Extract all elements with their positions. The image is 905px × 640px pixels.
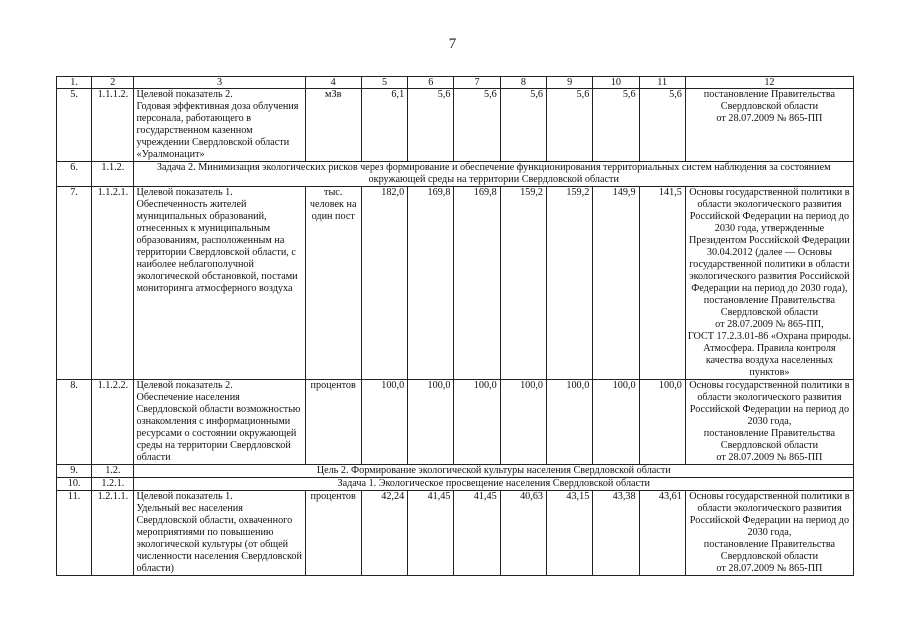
indicator-source: Основы государственной политики в области экологического развития Российской Федерации на период до 2030 года, утвержденные Президентом Российской Федерации 30.04.2012 (далее — Основы государственной политики в области экологического развития Российской Федерации на период до 2030 года), постановление Правительства Свердловской области от 28.07.2009 № 865-ПП, ГОСТ 17.2.3.01-86 «Охрана природы. Атмосфера. Правила контроля качества воздуха населенных пунктов» xyxy=(685,187,853,380)
table-row xyxy=(57,187,854,380)
row-number: 6. xyxy=(57,162,92,187)
indicator-value: 43,61 xyxy=(639,491,685,576)
row-number: 10. xyxy=(57,478,92,491)
indicator-value: 6,1 xyxy=(361,89,407,162)
column-header: 5 xyxy=(361,77,407,89)
indicator-value: 42,24 xyxy=(361,491,407,576)
indicator-name: Целевой показатель 2. Обеспечение населения Свердловской области возможностью ознакомления с информационными ресурсами о состоянии окружающей среды на территории Свердловской области xyxy=(134,380,305,465)
indicator-unit: процентов xyxy=(305,380,361,465)
indicator-value: 5,6 xyxy=(408,89,454,162)
indicator-value: 149,9 xyxy=(593,187,639,380)
indicator-value: 40,63 xyxy=(500,491,546,576)
table-header xyxy=(57,77,854,89)
table-body xyxy=(57,89,854,576)
table-row xyxy=(57,478,854,491)
section-heading: Цель 2. Формирование экологической культуры населения Свердловской области xyxy=(134,465,854,478)
page-number: 7 xyxy=(448,36,457,52)
column-header: 3 xyxy=(134,77,305,89)
row-number: 5. xyxy=(57,89,92,162)
column-header: 7 xyxy=(454,77,500,89)
column-header: 10 xyxy=(593,77,639,89)
row-code: 1.1.2.1. xyxy=(92,187,134,380)
indicator-value: 43,15 xyxy=(547,491,593,576)
indicator-unit: процентов xyxy=(305,491,361,576)
indicator-value: 141,5 xyxy=(639,187,685,380)
table-row xyxy=(57,491,854,576)
column-header: 4 xyxy=(305,77,361,89)
indicators-table xyxy=(56,76,854,576)
row-code: 1.1.2. xyxy=(92,162,134,187)
section-heading: Задача 1. Экологическое просвещение населения Свердловской области xyxy=(134,478,854,491)
indicator-value: 41,45 xyxy=(454,491,500,576)
indicator-value: 169,8 xyxy=(408,187,454,380)
indicator-value: 100,0 xyxy=(593,380,639,465)
column-header: 2 xyxy=(92,77,134,89)
indicator-value: 5,6 xyxy=(454,89,500,162)
indicator-unit: тыс. человек на один пост xyxy=(305,187,361,380)
indicator-value: 5,6 xyxy=(639,89,685,162)
indicator-source: Основы государственной политики в области экологического развития Российской Федерации на период до 2030 года, постановление Правительства Свердловской области от 28.07.2009 № 865-ПП xyxy=(685,491,853,576)
indicator-value: 182,0 xyxy=(361,187,407,380)
row-code: 1.1.2.2. xyxy=(92,380,134,465)
column-header: 9 xyxy=(547,77,593,89)
indicator-source: Основы государственной политики в области экологического развития Российской Федерации на период до 2030 года, постановление Правительства Свердловской области от 28.07.2009 № 865-ПП xyxy=(685,380,853,465)
row-code: 1.2.1.1. xyxy=(92,491,134,576)
indicator-value: 43,38 xyxy=(593,491,639,576)
section-heading: Задача 2. Минимизация экологических рисков через формирование и обеспечение функционирования территориальных систем наблюдения за состоянием окружающей среды на территории Свердловской области xyxy=(134,162,854,187)
column-header: 8 xyxy=(500,77,546,89)
column-header: 1. xyxy=(57,77,92,89)
indicator-value: 159,2 xyxy=(547,187,593,380)
table-row xyxy=(57,465,854,478)
table-row xyxy=(57,380,854,465)
indicator-unit: мЗв xyxy=(305,89,361,162)
indicator-value: 5,6 xyxy=(593,89,639,162)
indicator-value: 100,0 xyxy=(361,380,407,465)
indicator-value: 100,0 xyxy=(500,380,546,465)
column-header: 11 xyxy=(639,77,685,89)
indicator-name: Целевой показатель 2. Годовая эффективная доза облучения персонала, работающего в государственном казенном учреждении Свердловской области «Уралмонацит» xyxy=(134,89,305,162)
column-header: 12 xyxy=(685,77,853,89)
indicator-name: Целевой показатель 1. Обеспеченность жителей муниципальных образований, отнесенных к муниципальным образованиям, расположенным на территории Свердловской области, с наиболее неблагополучной экологической обстановкой, постами мониторинга атмосферного воздуха xyxy=(134,187,305,380)
indicator-value: 100,0 xyxy=(408,380,454,465)
indicator-value: 159,2 xyxy=(500,187,546,380)
row-number: 7. xyxy=(57,187,92,380)
indicator-source: постановление Правительства Свердловской области от 28.07.2009 № 865-ПП xyxy=(685,89,853,162)
indicator-value: 5,6 xyxy=(547,89,593,162)
row-number: 9. xyxy=(57,465,92,478)
row-code: 1.2. xyxy=(92,465,134,478)
indicator-value: 100,0 xyxy=(639,380,685,465)
indicator-value: 5,6 xyxy=(500,89,546,162)
header-row xyxy=(57,77,854,89)
indicator-name: Целевой показатель 1. Удельный вес населения Свердловской области, охваченного мероприятиями по повышению экологической культуры (от общей численности населения Свердловской области) xyxy=(134,491,305,576)
row-number: 11. xyxy=(57,491,92,576)
indicator-value: 100,0 xyxy=(547,380,593,465)
indicator-value: 100,0 xyxy=(454,380,500,465)
indicator-value: 41,45 xyxy=(408,491,454,576)
row-number: 8. xyxy=(57,380,92,465)
row-code: 1.2.1. xyxy=(92,478,134,491)
column-header: 6 xyxy=(408,77,454,89)
table-row xyxy=(57,89,854,162)
indicator-value: 169,8 xyxy=(454,187,500,380)
row-code: 1.1.1.2. xyxy=(92,89,134,162)
table-row xyxy=(57,162,854,187)
